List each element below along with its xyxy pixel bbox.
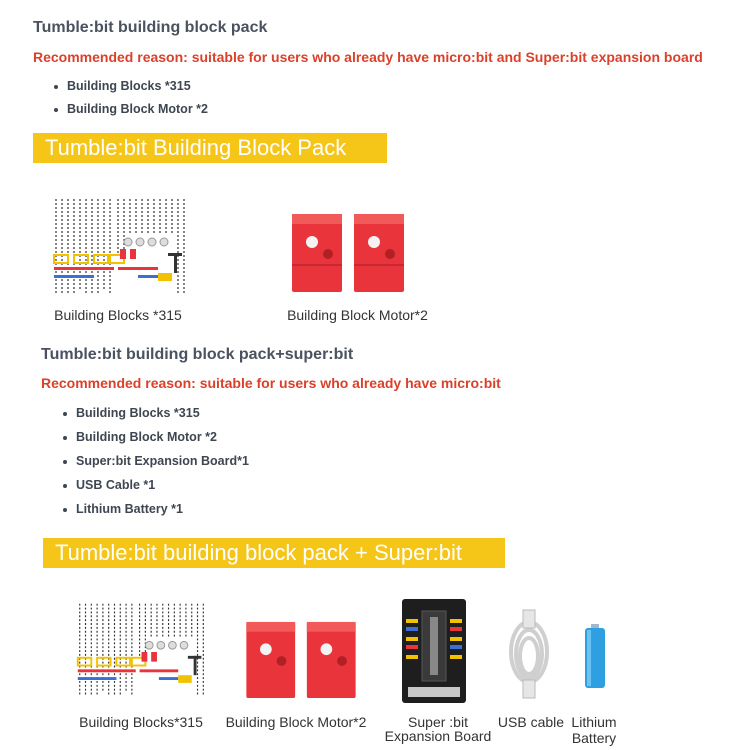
section1-item-list	[47, 79, 208, 116]
section1-title: Tumble:bit building block pack	[33, 19, 268, 36]
section1-reason: Recommended reason: suitable for users who already have micro:bit and Super:bit expansion board	[33, 49, 703, 65]
list-item: USB Cable *1	[76, 478, 249, 492]
caption: Building Blocks *315	[54, 307, 182, 323]
list-item: Building Blocks *315	[76, 406, 249, 420]
motor-image	[290, 212, 406, 294]
caption: Building Block Motor*2	[287, 307, 428, 323]
list-item: Building Block Motor *2	[76, 430, 249, 444]
blocks-parts-image	[48, 195, 193, 303]
list-item: Super:bit Expansion Board*1	[76, 454, 249, 468]
caption: Battery	[571, 730, 617, 746]
list-item: Building Block Motor *2	[67, 102, 208, 116]
caption: Building Block Motor*2	[225, 714, 367, 730]
motor-image	[244, 620, 358, 700]
list-item: Lithium Battery *1	[76, 502, 249, 516]
battery-image	[583, 624, 607, 690]
section1-banner: Tumble:bit Building Block Pack	[33, 133, 387, 163]
blocks-parts-image	[72, 598, 212, 706]
caption: USB cable	[497, 714, 565, 730]
section2-reason: Recommended reason: suitable for users who already have micro:bit	[41, 375, 501, 391]
caption: Super :bit	[408, 714, 468, 730]
section2-item-list	[56, 406, 249, 516]
section2-title: Tumble:bit building block pack+super:bit	[41, 346, 354, 363]
list-item: Building Blocks *315	[67, 79, 208, 93]
section2-banner: Tumble:bit building block pack + Super:bit	[43, 538, 505, 568]
caption: Building Blocks*315	[79, 714, 203, 730]
caption: Lithium	[571, 714, 617, 730]
usb-cable-image	[506, 608, 552, 700]
expansion-board-image	[400, 597, 468, 705]
caption: Expansion Board	[384, 728, 492, 744]
